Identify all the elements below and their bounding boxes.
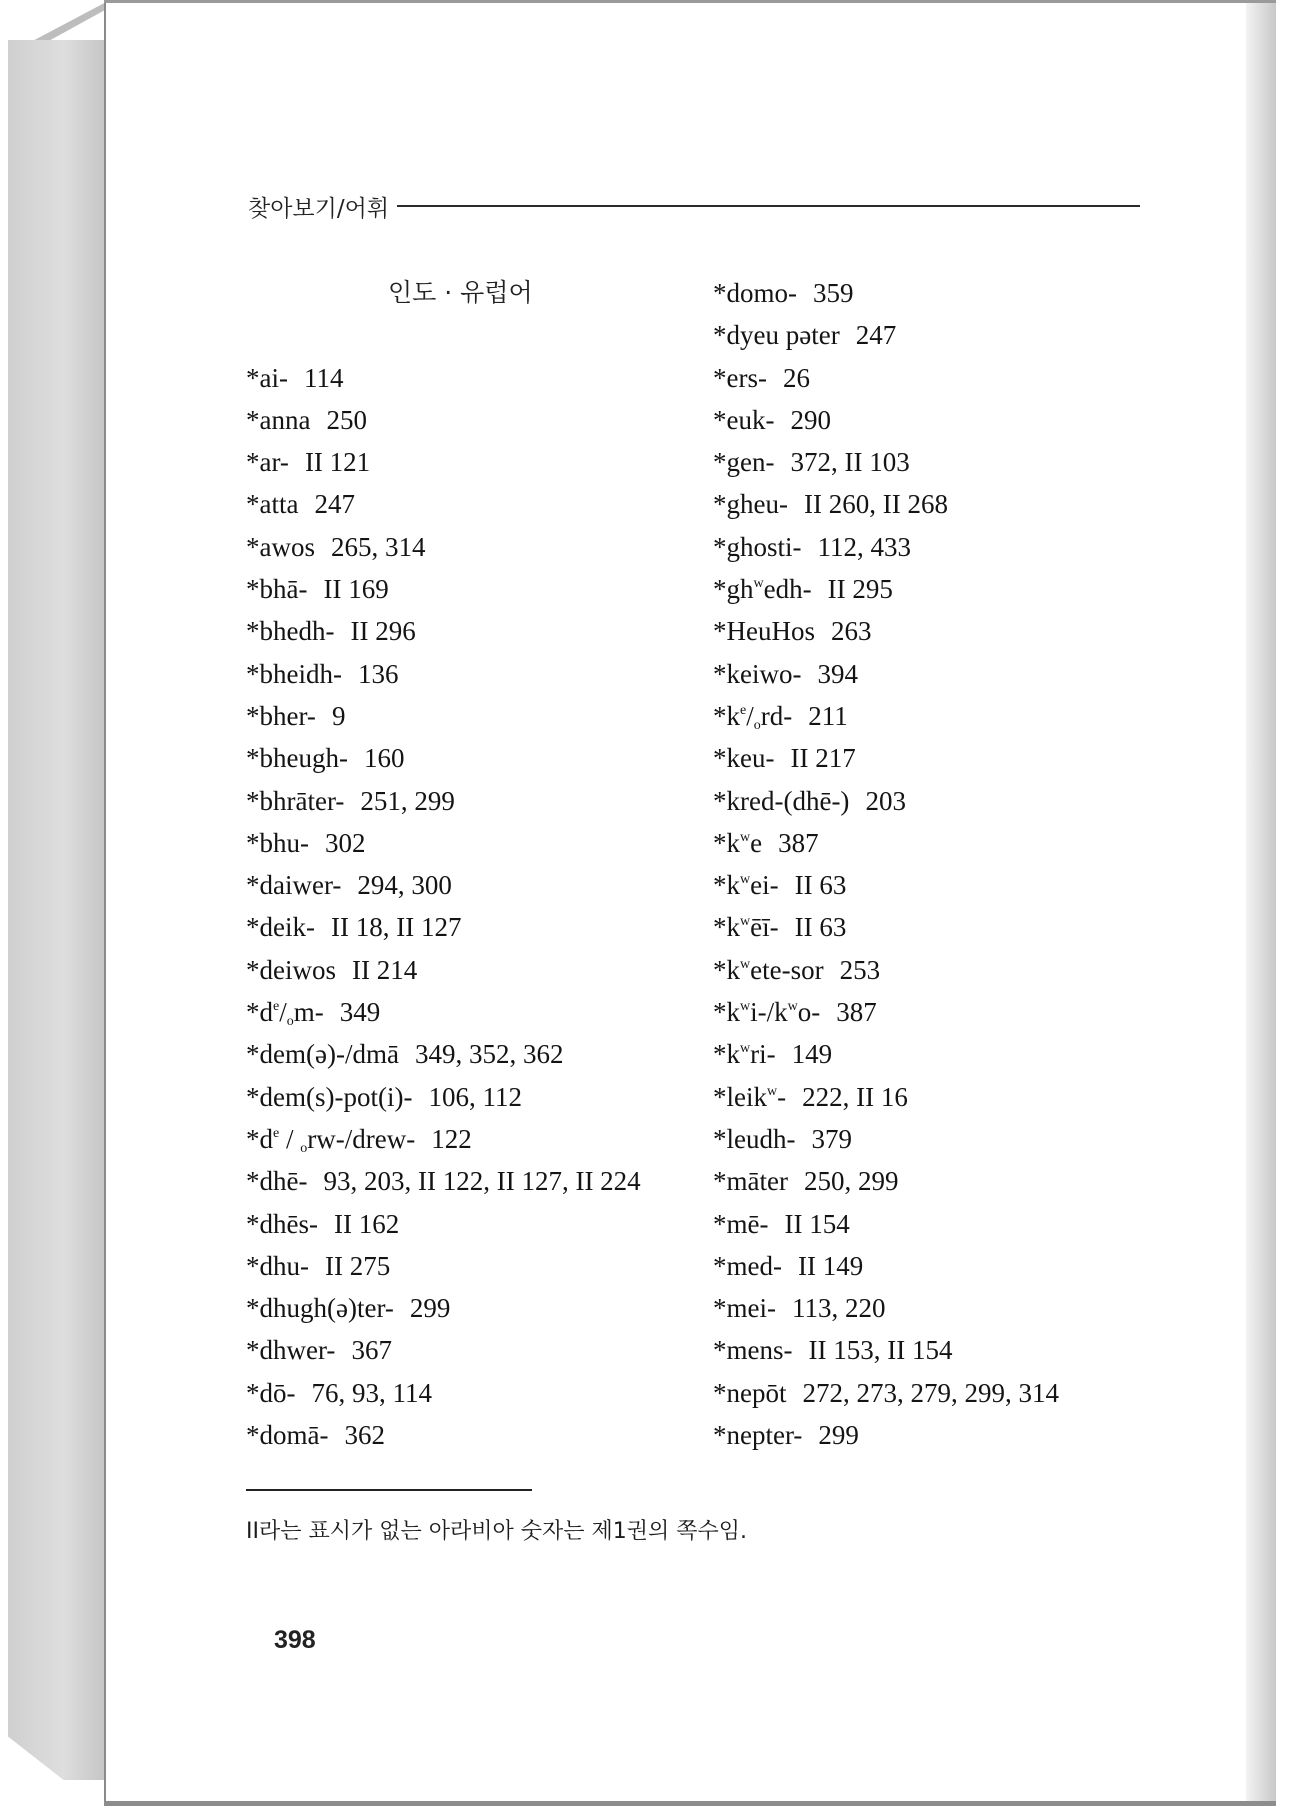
index-term: $*k^wi-/k^wo-$ xyxy=(713,997,821,1028)
index-term: *HeuHos xyxy=(713,616,815,647)
index-term: *dyeu pəter xyxy=(713,320,840,351)
index-page-refs: 387 xyxy=(836,997,877,1028)
index-page-refs: 113, 220 xyxy=(791,1293,886,1324)
index-page-refs: II 18, II 127 xyxy=(330,912,462,943)
index-entry xyxy=(713,441,1173,483)
index-entry xyxy=(713,1372,1173,1414)
index-entry xyxy=(713,483,1173,525)
index-page-refs: 149 xyxy=(791,1039,833,1070)
index-page-refs: II 154 xyxy=(784,1208,850,1239)
index-entry xyxy=(713,1118,1173,1160)
index-page-refs: II 296 xyxy=(350,616,416,647)
index-entry xyxy=(713,1033,1173,1075)
index-page-refs: II 121 xyxy=(304,447,371,478)
index-term: *atta xyxy=(246,489,299,520)
index-term: $*k^wēī-$ xyxy=(713,912,779,943)
index-entry xyxy=(713,822,1173,864)
index-term: *deiwos xyxy=(246,954,336,985)
index-page-refs: 160 xyxy=(363,743,405,774)
index-entry xyxy=(246,1329,706,1371)
index-column-left xyxy=(246,272,706,1456)
index-entry xyxy=(713,737,1173,779)
index-term: *dem(s)-pot(i)- xyxy=(246,1081,413,1112)
index-term: *mens- xyxy=(713,1335,793,1366)
index-entry xyxy=(246,1118,706,1160)
index-page-refs: 222, II 16 xyxy=(802,1081,908,1112)
index-page-refs: 299 xyxy=(409,1293,451,1324)
page-number: 398 xyxy=(274,1626,316,1654)
index-term: *ghosti- xyxy=(713,531,802,562)
index-page-refs: 253 xyxy=(839,954,881,985)
index-page-refs: 247 xyxy=(855,320,897,351)
index-page-refs: II 217 xyxy=(790,743,856,774)
index-page-refs: 136 xyxy=(357,658,399,689)
index-entry xyxy=(246,949,706,991)
index-term: $*k^e/_ord-$ xyxy=(713,700,793,733)
index-page-refs: 349, 352, 362 xyxy=(414,1039,564,1070)
index-term: *nepter- xyxy=(713,1420,803,1451)
index-entry xyxy=(713,526,1173,568)
index-page-refs: 349 xyxy=(339,997,381,1028)
index-page-refs: 251, 299 xyxy=(360,785,455,816)
index-entry xyxy=(713,357,1173,399)
index-entry xyxy=(713,568,1173,610)
index-entry xyxy=(246,1245,706,1287)
index-page-refs: 114 xyxy=(303,362,344,393)
index-term: *bheidh- xyxy=(246,658,342,689)
index-term: *ar- xyxy=(246,447,289,478)
index-term: *bhu- xyxy=(246,827,309,858)
index-term: *kred-(dhē-) xyxy=(713,785,850,816)
index-entry xyxy=(713,399,1173,441)
index-term: *leudh- xyxy=(713,1123,796,1154)
index-term: *ai- xyxy=(246,362,288,393)
index-entry xyxy=(713,610,1173,652)
index-entry xyxy=(713,1245,1173,1287)
index-term: *dem(ə)-/dmā xyxy=(246,1039,399,1070)
index-term: *gheu- xyxy=(713,489,788,520)
index-term: *dhwer- xyxy=(246,1335,336,1366)
index-entry xyxy=(246,1160,706,1202)
index-page-refs: II 169 xyxy=(323,574,389,605)
index-term: *dhē- xyxy=(246,1166,308,1197)
index-term: *bhrāter- xyxy=(246,785,345,816)
page-top-edge xyxy=(104,0,1276,3)
index-page-refs: 93, 203, II 122, II 127, II 224 xyxy=(323,1166,641,1197)
index-page-refs: 290 xyxy=(790,404,831,435)
index-entry xyxy=(246,1033,706,1075)
index-entry xyxy=(246,822,706,864)
index-term: *awos xyxy=(246,531,315,562)
footnote: II라는 표시가 없는 아라비아 숫자는 제1권의 쪽수임. xyxy=(246,1519,747,1544)
index-page-refs: 299 xyxy=(818,1420,859,1451)
index-term: *dhu- xyxy=(246,1250,309,1281)
index-page-refs: 359 xyxy=(813,278,854,308)
index-term: *bheugh- xyxy=(246,743,348,774)
running-head-title: 찾아보기/어휘 xyxy=(248,195,390,222)
index-page-refs: II 63 xyxy=(794,912,847,943)
index-entry xyxy=(246,780,706,822)
index-page-refs: II 162 xyxy=(333,1208,400,1239)
index-page-refs: 112, 433 xyxy=(817,531,912,562)
index-page-refs: II 63 xyxy=(794,870,847,901)
index-page-refs: 265, 314 xyxy=(331,531,426,562)
index-entry xyxy=(713,780,1173,822)
index-term: $*gh^wedh-$ xyxy=(713,574,812,605)
index-entry xyxy=(246,1076,706,1118)
index-page-refs: II 153, II 154 xyxy=(808,1335,953,1366)
index-page-refs: 9 xyxy=(331,700,346,731)
index-page-refs: II 260, II 268 xyxy=(803,489,948,520)
index-page-refs: 272, 273, 279, 299, 314 xyxy=(802,1377,1059,1408)
index-term: *keiwo- xyxy=(713,658,802,689)
index-term: *anna xyxy=(246,404,311,435)
index-entry xyxy=(713,949,1173,991)
index-entry xyxy=(713,314,1173,356)
index-entry xyxy=(713,1287,1173,1329)
index-entry xyxy=(246,610,706,652)
index-entry xyxy=(246,1203,706,1245)
index-entry xyxy=(246,1414,706,1456)
index-page-refs: 302 xyxy=(325,827,366,858)
index-entry xyxy=(246,399,706,441)
index-term: *daiwer- xyxy=(246,870,342,901)
index-page-refs: 250 xyxy=(326,404,367,435)
book-spine xyxy=(8,40,108,1780)
index-term: *domā- xyxy=(246,1420,329,1451)
index-entry xyxy=(246,906,706,948)
index-term: $*k^wri-$ xyxy=(713,1039,776,1070)
index-page-refs: II 275 xyxy=(325,1250,391,1281)
index-entry xyxy=(713,1076,1173,1118)
footnote-rule xyxy=(246,1489,532,1491)
index-term: *deik- xyxy=(246,912,315,943)
index-term: $*d^e/_om-$ xyxy=(246,997,324,1030)
index-term: *keu- xyxy=(713,743,775,774)
index-term: *nepōt xyxy=(713,1377,787,1408)
index-page-refs: 394 xyxy=(817,658,858,689)
index-page-refs: 367 xyxy=(351,1335,392,1366)
index-term: *dhēs- xyxy=(246,1208,318,1239)
index-entry xyxy=(713,1203,1173,1245)
index-page-refs: 372, II 103 xyxy=(790,447,910,478)
index-term: *ers- xyxy=(713,362,767,393)
index-term: $*k^wei-$ xyxy=(713,870,779,901)
index-term: *bhedh- xyxy=(246,616,335,647)
index-page-refs: 203 xyxy=(865,785,906,816)
index-term: *euk- xyxy=(713,404,775,435)
index-page-refs: 76, 93, 114 xyxy=(311,1377,432,1408)
index-entry xyxy=(713,864,1173,906)
page-bottom-edge xyxy=(104,1801,1276,1806)
index-page-refs: 106, 112 xyxy=(428,1081,522,1112)
running-head xyxy=(248,190,1140,222)
index-term: *dhugh(ə)ter- xyxy=(246,1293,394,1324)
index-page-refs: 122 xyxy=(431,1123,472,1154)
section-title: 인도 · 유럽어 xyxy=(388,278,533,307)
index-entry xyxy=(713,906,1173,948)
index-entry xyxy=(246,1287,706,1329)
index-page-refs: 263 xyxy=(831,616,872,647)
index-term: *gen- xyxy=(713,447,775,478)
index-entry xyxy=(713,272,1173,314)
index-entry xyxy=(246,526,706,568)
index-page-refs: 211 xyxy=(808,700,848,731)
index-entry xyxy=(246,864,706,906)
index-term: *bher- xyxy=(246,700,316,731)
index-page-refs: 247 xyxy=(314,489,355,520)
index-page-refs: II 149 xyxy=(797,1250,864,1281)
index-entry xyxy=(713,991,1173,1033)
index-term: *mē- xyxy=(713,1208,769,1239)
index-term: $*k^wete$-sor xyxy=(713,954,824,985)
index-entry xyxy=(246,357,706,399)
index-entry xyxy=(246,1372,706,1414)
index-page-refs: 26 xyxy=(782,362,810,393)
page-edge-shadow xyxy=(1246,0,1276,1806)
index-entry xyxy=(713,695,1173,737)
running-head-rule xyxy=(397,205,1140,207)
index-entry xyxy=(713,1329,1173,1371)
index-entry xyxy=(246,568,706,610)
index-entry xyxy=(246,695,706,737)
index-entry xyxy=(713,1414,1173,1456)
index-entry xyxy=(246,737,706,779)
index-term: *māter xyxy=(713,1166,788,1197)
index-term: *domo- xyxy=(713,278,797,308)
index-page-refs: 379 xyxy=(811,1123,852,1154)
index-page-refs: 250, 299 xyxy=(803,1166,899,1197)
index-term: *med- xyxy=(713,1250,782,1281)
index-entry xyxy=(246,441,706,483)
index-entry xyxy=(246,653,706,695)
index-term: *bhā- xyxy=(246,574,308,605)
index-column-right xyxy=(713,272,1173,1456)
index-entry xyxy=(713,653,1173,695)
index-term: $*k^we$ xyxy=(713,827,763,858)
index-page-refs: 362 xyxy=(344,1420,385,1451)
index-page-refs: II 214 xyxy=(352,954,418,985)
index-page-refs: II 295 xyxy=(827,574,893,605)
index-entry xyxy=(246,483,706,525)
index-term: *dō- xyxy=(246,1377,296,1408)
index-term: *mei- xyxy=(713,1293,776,1324)
index-page-refs: 387 xyxy=(778,827,819,858)
index-entry xyxy=(713,1160,1173,1202)
index-term: $*d^e$ / $_o$rw-/drew- xyxy=(246,1123,416,1156)
index-page-refs: 294, 300 xyxy=(357,870,452,901)
index-term: *leik$^w$- xyxy=(713,1081,787,1112)
index-entry xyxy=(246,991,706,1033)
